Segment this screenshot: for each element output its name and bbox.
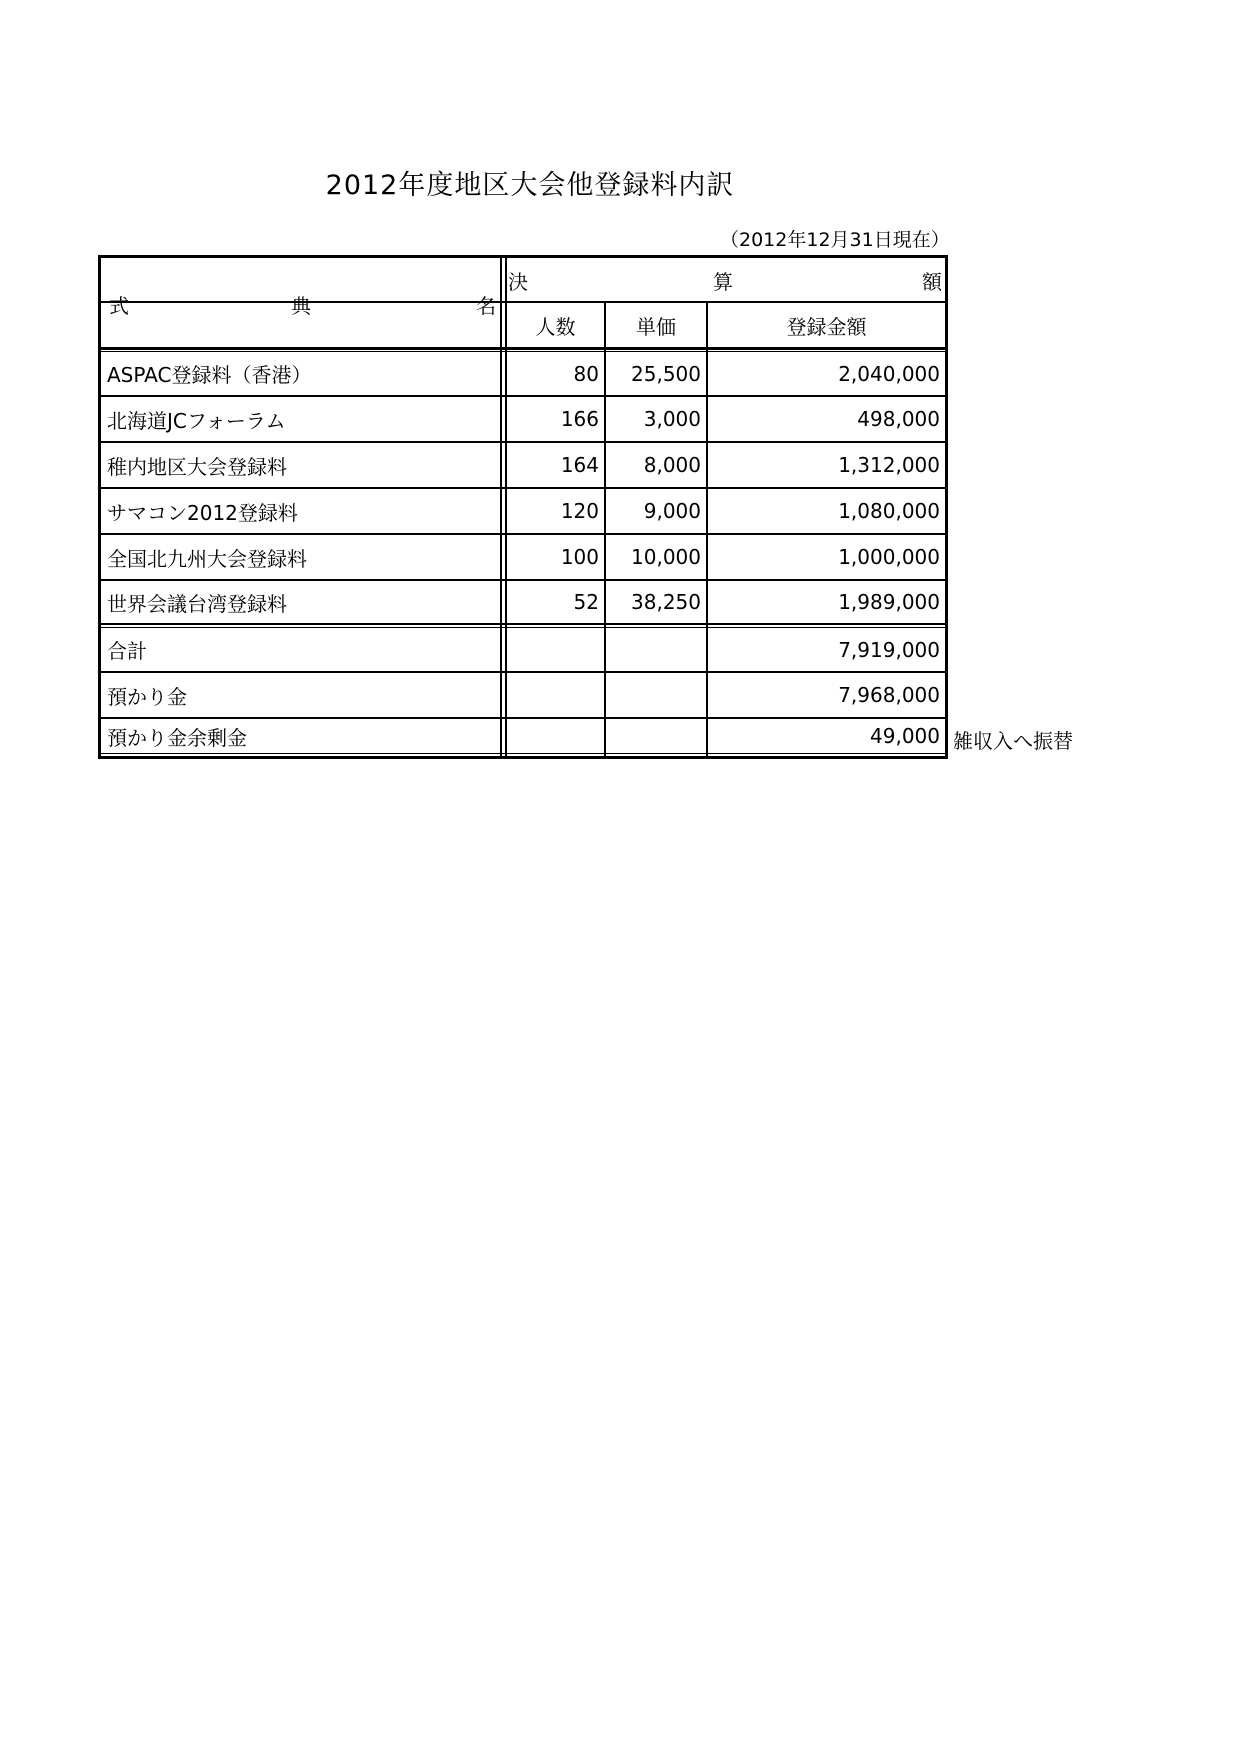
header-settlement-char: 決 <box>508 270 528 294</box>
row-name: 世界会議台湾登録料 <box>107 591 287 616</box>
header-ceremony-char: 典 <box>291 294 311 318</box>
surplus-transfer-note: 雑収入へ振替 <box>953 729 1073 753</box>
row-amount: 2,040,000 <box>838 361 940 386</box>
registration-fee-table <box>98 255 948 759</box>
surplus-amount: 49,000 <box>870 724 940 748</box>
deposit-amount: 7,968,000 <box>838 683 940 707</box>
header-settlement-char: 額 <box>922 270 942 294</box>
row-amount: 1,312,000 <box>838 453 940 477</box>
row-count: 52 <box>573 590 599 614</box>
deposit-label: 預かり金 <box>107 684 187 709</box>
row-unit-price: 9,000 <box>643 499 701 523</box>
header-ceremony-char: 式 <box>109 294 129 318</box>
row-unit-price: 38,250 <box>631 590 701 614</box>
surplus-label: 預かり金余剰金 <box>107 725 247 750</box>
row-count: 166 <box>560 407 599 431</box>
row-unit-price: 10,000 <box>631 545 701 569</box>
row-count: 164 <box>560 453 599 477</box>
row-count: 80 <box>573 361 599 386</box>
row-amount: 1,000,000 <box>838 545 940 569</box>
as-of-date: （2012年12月31日現在） <box>720 229 950 251</box>
total-amount: 7,919,000 <box>838 637 940 662</box>
column-header-count: 人数 <box>535 314 576 339</box>
row-unit-price: 3,000 <box>643 407 701 431</box>
row-name: 稚内地区大会登録料 <box>107 454 287 479</box>
document-title: 2012年度地区大会他登録料内訳 <box>325 170 735 201</box>
header-settlement-char: 算 <box>713 270 733 294</box>
row-amount: 1,080,000 <box>838 499 940 523</box>
row-name: 全国北九州大会登録料 <box>107 546 307 571</box>
row-amount: 498,000 <box>857 407 940 431</box>
header-ceremony-char: 名 <box>476 294 496 318</box>
row-name: サマコン2012登録料 <box>107 500 298 525</box>
row-unit-price: 25,500 <box>631 361 701 386</box>
row-count: 100 <box>560 545 599 569</box>
column-header-unit-price: 単価 <box>636 314 676 339</box>
row-count: 120 <box>560 499 599 523</box>
row-amount: 1,989,000 <box>838 590 940 614</box>
column-header-amount: 登録金額 <box>786 314 867 339</box>
row-unit-price: 8,000 <box>643 453 701 477</box>
row-name: ASPAC登録料（香港） <box>107 363 312 387</box>
row-name: 北海道JCフォーラム <box>107 408 286 433</box>
total-label: 合計 <box>107 639 147 663</box>
